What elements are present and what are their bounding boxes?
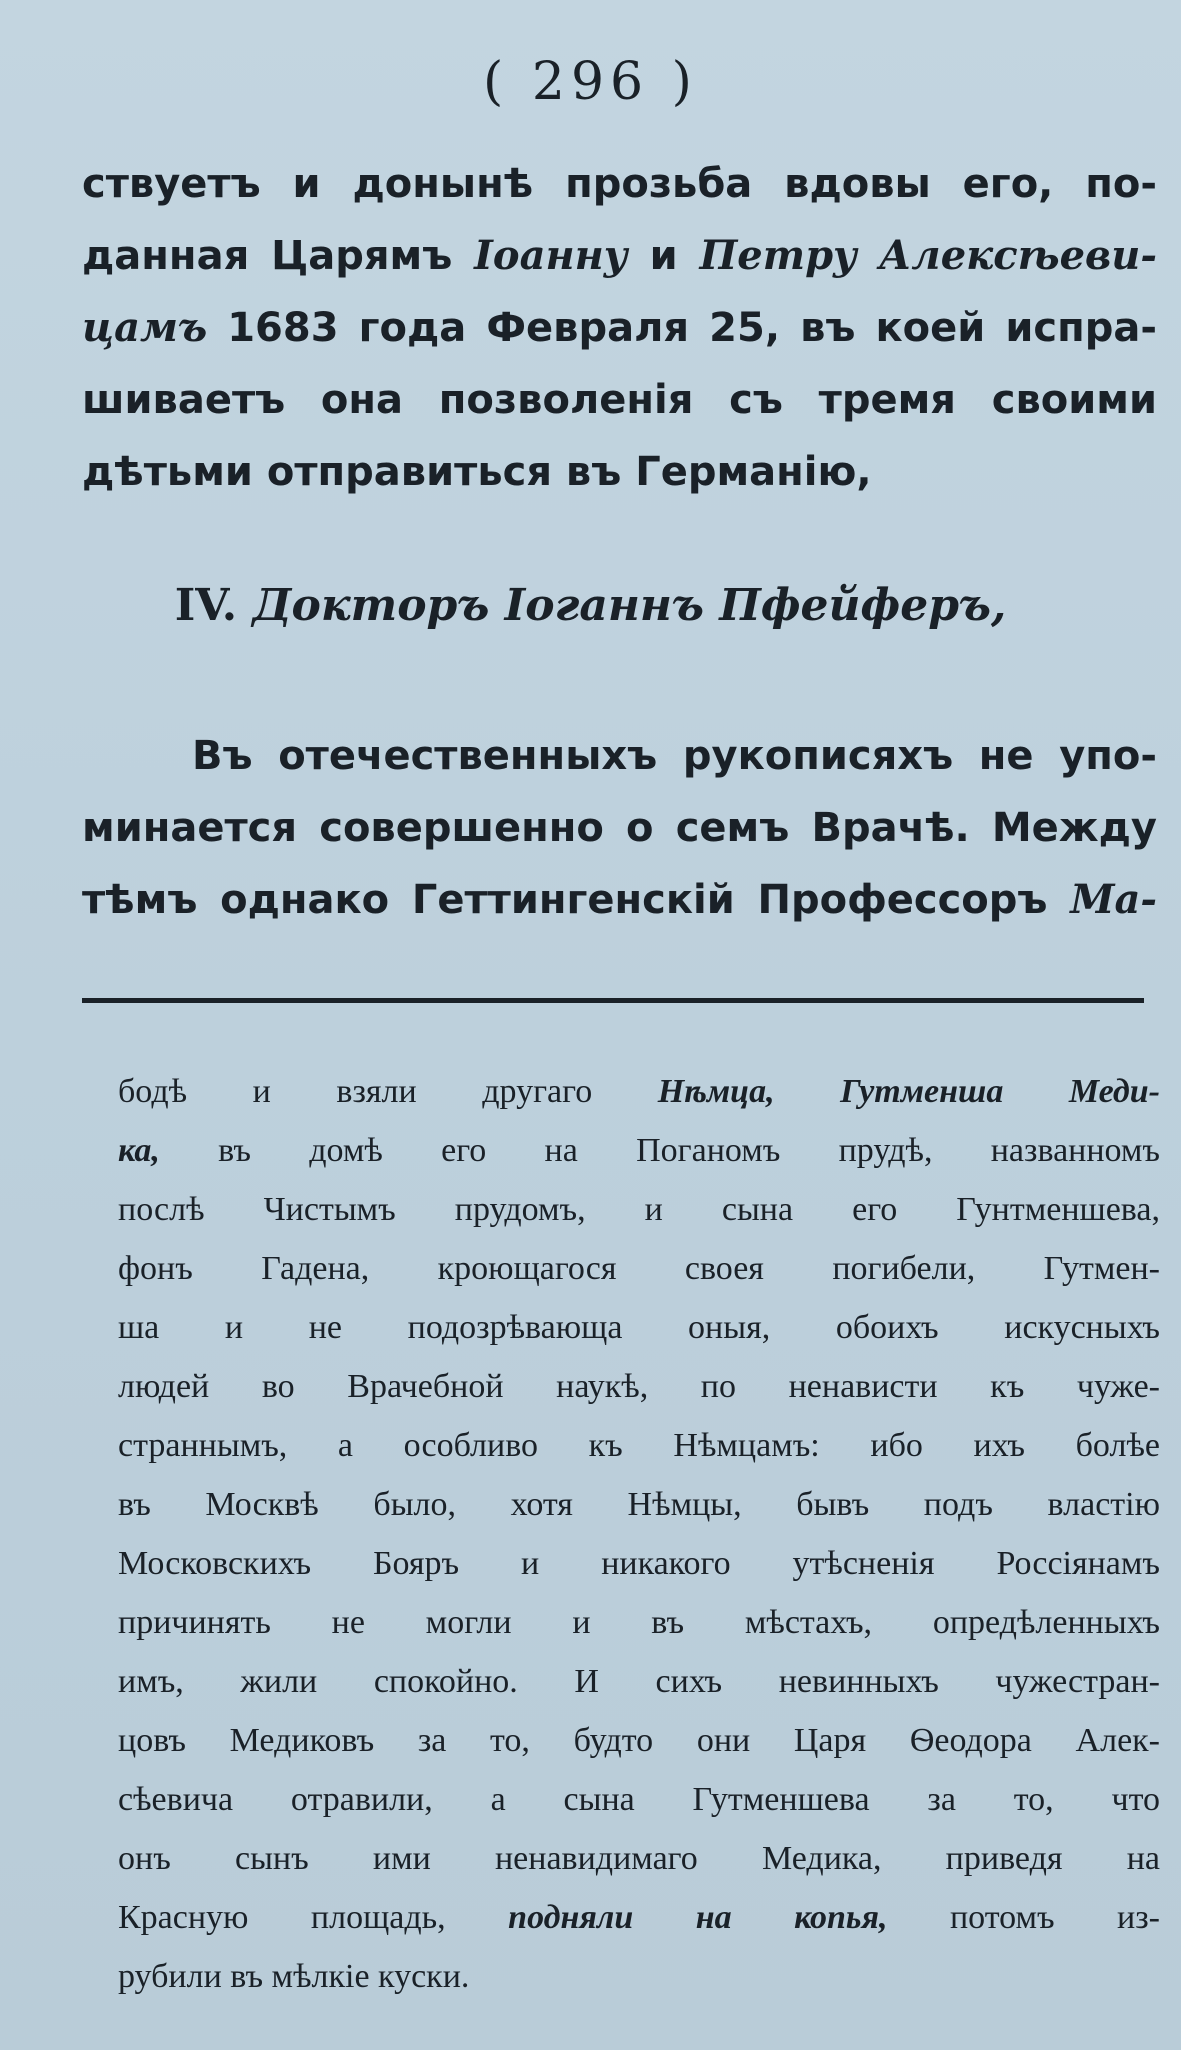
section-title: Докторъ Іоганнъ Пфейферъ, xyxy=(252,580,1007,631)
footnote-line: людей во Врачебной наукѣ, по ненависти къ чуже- xyxy=(118,1368,1160,1405)
footnote-line: причинять не могли и въ мѣстахъ, опредѣленныхъ xyxy=(118,1604,1160,1641)
page-number: ( 296 ) xyxy=(483,52,698,112)
text-line: тѣмъ однако Геттингенскій Профессоръ Ма- xyxy=(82,876,1157,923)
text-line: ствуетъ и донынѣ прозьба вдовы его, по- xyxy=(82,161,1157,207)
section-numeral: IV. xyxy=(174,580,238,631)
footnote-line: послѣ Чистымъ прудомъ, и сына его Гунтменшева, xyxy=(118,1191,1160,1228)
text-line: цамъ 1683 года Февраля 25, въ коей испра- xyxy=(82,304,1157,351)
footnote xyxy=(118,1062,1160,2006)
footnote-line: въ Москвѣ было, хотя Нѣмцы, бывъ подъ властію xyxy=(118,1486,1160,1523)
paragraph-body xyxy=(82,720,1157,936)
footnote-line: сѣевича отравили, а сына Гутменшева за то, что xyxy=(118,1781,1160,1818)
footnote-line: имъ, жили спокойно. И сихъ невинныхъ чужестран- xyxy=(118,1663,1160,1700)
footnote-line: фонъ Гадена, кроющагося своея погибели, Гутмен- xyxy=(118,1250,1160,1287)
footnote-line: Красную площадь, подняли на копья, потомъ из- xyxy=(118,1899,1160,1936)
footnote-line: бодѣ и взяли другаго Нѣмца, Гутменша Меди- xyxy=(118,1073,1160,1110)
text-line: Въ отечественныхъ рукописяхъ не упо- xyxy=(192,733,1157,779)
footnote-line: рубили въ мѣлкіе куски. xyxy=(118,1958,470,1995)
paragraph-continuation xyxy=(82,148,1157,508)
text-line: минается совершенно о семъ Врачѣ. Между xyxy=(82,805,1157,851)
section-heading xyxy=(0,580,1181,631)
footnote-line: онъ сынъ ими ненавидимаго Медика, приведя на xyxy=(118,1840,1160,1877)
text-line: данная Царямъ Іоанну и Петру Алексѣеви- xyxy=(82,232,1157,279)
text-line: дѣтьми отправиться въ Германію, xyxy=(82,449,872,495)
footnote-line: цовъ Медиковъ за то, будто они Царя Ѳеодора Алек- xyxy=(118,1722,1160,1759)
footnote-line: ка, въ домѣ его на Поганомъ прудѣ, названномъ xyxy=(118,1132,1160,1169)
footnote-line: Московскихъ Бояръ и никакого утѣсненія Россіянамъ xyxy=(118,1545,1160,1582)
footnote-line: ша и не подозрѣвающа оныя, обоихъ искусныхъ xyxy=(118,1309,1160,1346)
footnote-line: страннымъ, а особливо къ Нѣмцамъ: ибо ихъ болѣе xyxy=(118,1427,1160,1464)
footnote-divider xyxy=(82,998,1144,1003)
text-line: шиваетъ она позволенія съ тремя своими xyxy=(82,377,1157,423)
